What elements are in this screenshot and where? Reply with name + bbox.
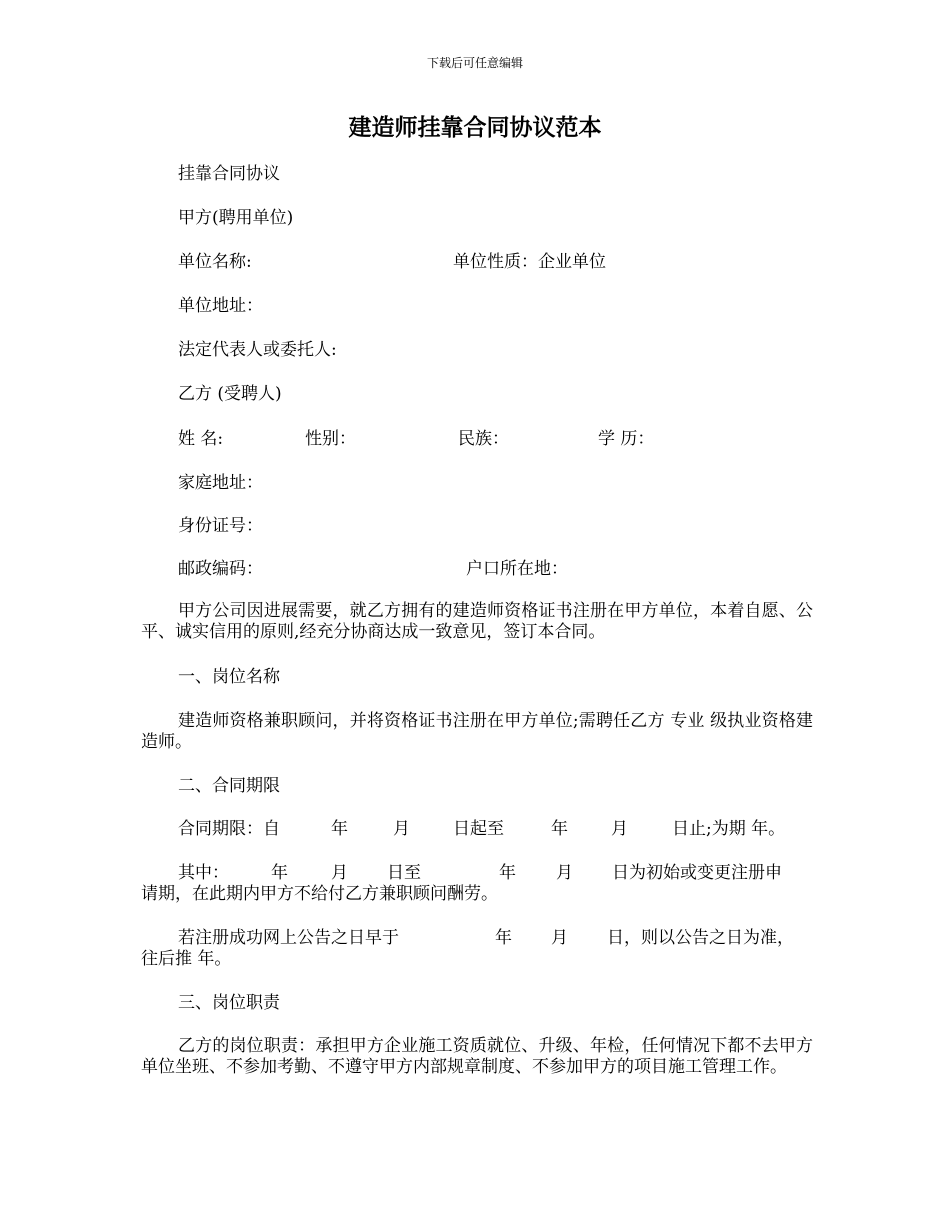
initial-month-2: 月	[556, 863, 573, 883]
gender-label: 性别：	[305, 429, 356, 449]
header-note: 下载后可任意编辑	[426, 56, 523, 70]
home-address-label: 家庭地址：	[178, 473, 263, 493]
section-3-text: 乙方的岗位职责：承担甲方企业施工资质就位、升级、年检，任何情况下都不去甲方单位坐班、不参加考勤、不遵守甲方内部规章制度、不参加甲方的项目施工管理工作。	[141, 1036, 813, 1077]
initial-day-2: 日为初始或变更注册申	[612, 863, 782, 883]
announce-year: 年	[495, 928, 512, 948]
term-day-2: 日止;为期 年。	[672, 819, 786, 839]
term-month-2: 月	[611, 819, 628, 839]
term-year-1: 年	[331, 819, 348, 839]
initial-prefix: 其中：	[178, 863, 229, 883]
unit-nature: 单位性质：企业单位	[453, 252, 606, 272]
announce-day: 日，则以公告之日为准，	[607, 928, 794, 948]
document-title: 建造师挂靠合同协议范本	[348, 114, 602, 141]
agreement-subtitle: 挂靠合同协议	[178, 164, 280, 184]
term-year-2: 年	[551, 819, 568, 839]
initial-month-1: 月	[331, 863, 348, 883]
household-label: 户口所在地：	[466, 559, 568, 579]
initial-day-1: 日至	[387, 863, 421, 883]
representative-label: 法定代表人或委托人:	[178, 340, 337, 360]
section-1-heading: 一、岗位名称	[178, 667, 280, 687]
unit-name-label: 单位名称:	[178, 252, 252, 272]
initial-year-2: 年	[499, 863, 516, 883]
party-a-heading: 甲方(聘用单位)	[178, 208, 294, 228]
initial-continuation: 请期，在此期内甲方不给付乙方兼职顾问酬劳。	[141, 884, 498, 904]
announce-month: 月	[551, 928, 568, 948]
section-3-heading: 三、岗位职责	[178, 993, 280, 1013]
term-day-1: 日起至	[453, 819, 504, 839]
id-number-label: 身份证号：	[178, 516, 263, 536]
term-prefix: 合同期限：自	[178, 819, 280, 839]
education-label: 学 历：	[598, 429, 655, 449]
section-1-text: 建造师资格兼职顾问，并将资格证书注册在甲方单位;需聘任乙方 专业 级执业资格建造师。	[141, 711, 813, 752]
name-label: 姓 名:	[178, 429, 224, 449]
announce-continuation: 往后推 年。	[141, 949, 232, 969]
announce-prefix: 若注册成功网上公告之日早于	[178, 928, 399, 948]
initial-year-1: 年	[271, 863, 288, 883]
section-2-heading: 二、合同期限	[178, 776, 280, 796]
ethnicity-label: 民族：	[458, 429, 509, 449]
unit-address-label: 单位地址：	[178, 296, 263, 316]
party-b-heading: 乙方 (受聘人)	[178, 384, 282, 404]
intro-paragraph: 甲方公司因进展需要，就乙方拥有的建造师资格证书注册在甲方单位，本着自愿、公平、诚实信用的原则,经充分协商达成一致意见，签订本合同。	[141, 601, 813, 642]
postal-code-label: 邮政编码：	[178, 559, 263, 579]
term-month-1: 月	[393, 819, 410, 839]
